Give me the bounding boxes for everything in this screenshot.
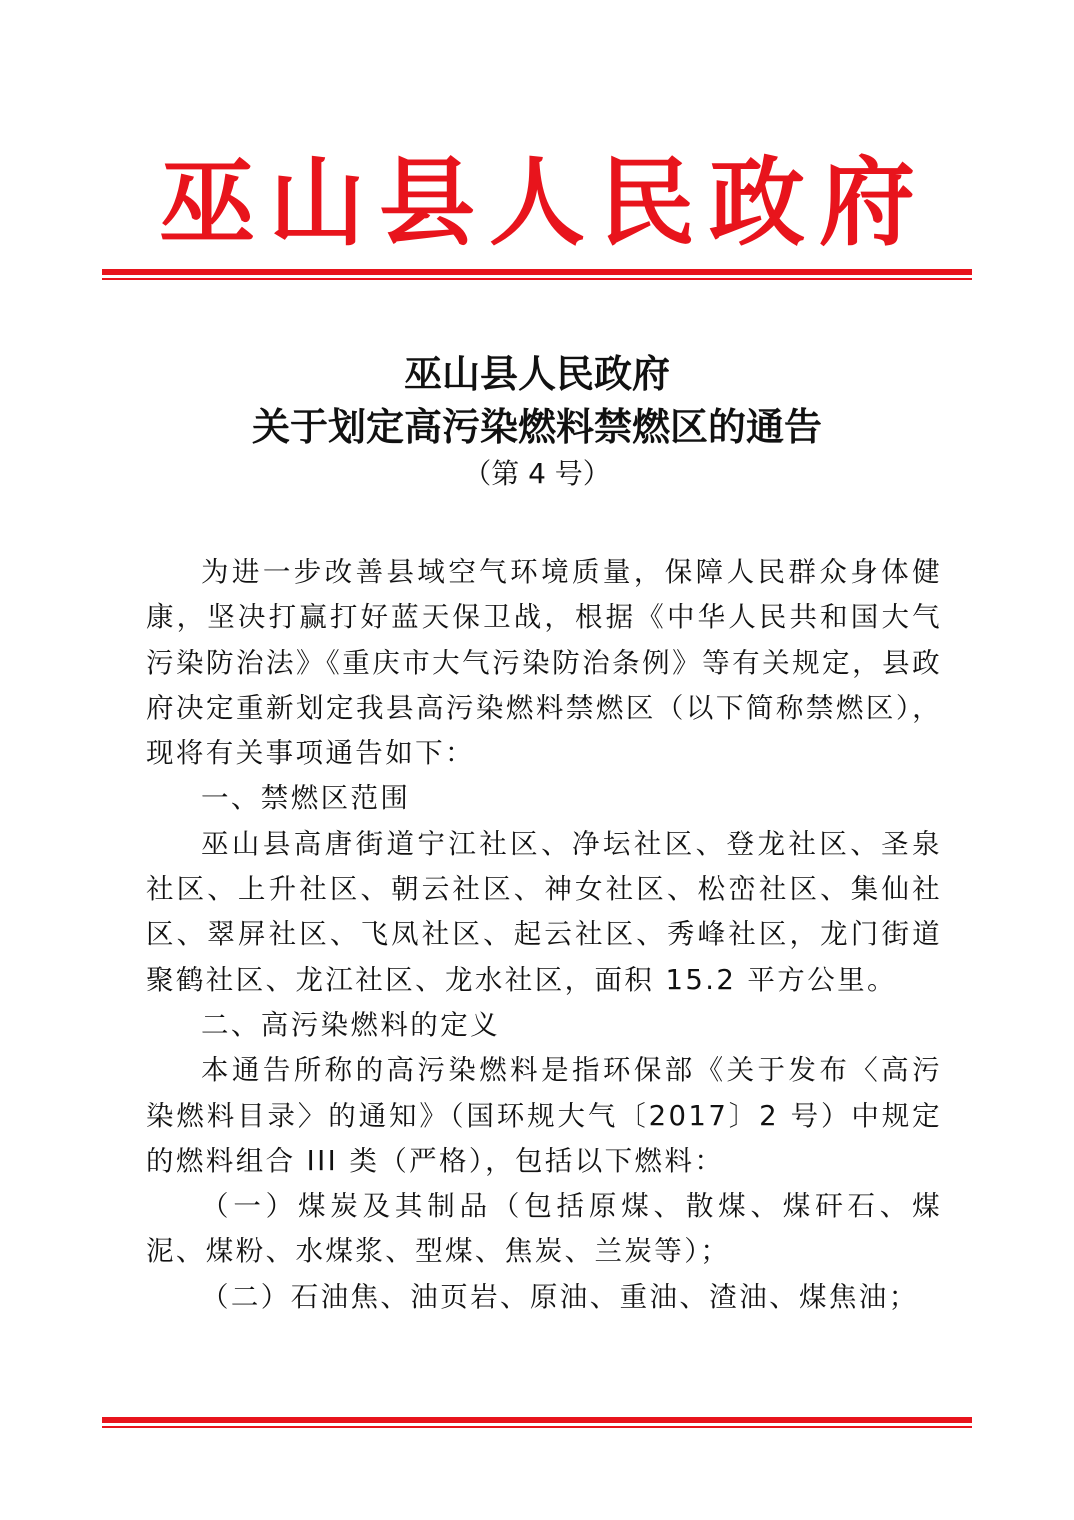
intro-paragraph: 为进一步改善县域空气环境质量，保障人民群众身体健康，坚决打赢打好蓝天保卫战，根据《中华人民共和国大气污染防治法》《重庆市大气污染防治条例》等有关规定，县政府决定重新划定我县高污染燃料禁燃区（以下简称禁燃区），现将有关事项通告如下： [146, 556, 942, 770]
notice-title-line2: 关于划定高污染燃料禁燃区的通告 [251, 404, 822, 449]
footer-red-rule [102, 1417, 972, 1429]
document-number: （第 4 号） [463, 457, 611, 490]
masthead-title: 巫山县人民政府 [159, 146, 929, 259]
notice-body [146, 550, 942, 1320]
header-red-rule [102, 269, 972, 281]
fuel-item-1: （一）煤炭及其制品（包括原煤、散煤、煤矸石、煤泥、煤粉、水煤浆、型煤、焦炭、兰炭等）； [146, 1190, 942, 1268]
rule-thin-line [102, 278, 972, 280]
rule-thick-line [102, 1417, 972, 1423]
fuel-item-2: （二）石油焦、油页岩、原油、重油、渣油、煤焦油； [201, 1280, 919, 1313]
section-heading-scope: 一、禁燃区范围 [201, 782, 411, 815]
rule-thick-line [102, 269, 972, 275]
definition-paragraph: 本通告所称的高污染燃料是指环保部《关于发布〈高污染燃料目录〉的通知》（国环规大气〔2017〕2 号）中规定的燃料组合 III 类（严格），包括以下燃料： [146, 1054, 942, 1177]
rule-thin-line [102, 1426, 972, 1428]
notice-title-line1: 巫山县人民政府 [403, 351, 670, 396]
section-heading-definition: 二、高污染燃料的定义 [201, 1008, 500, 1041]
scope-paragraph: 巫山县高唐街道宁江社区、净坛社区、登龙社区、圣泉社区、上升社区、朝云社区、神女社区、松峦社区、集仙社区、翠屏社区、飞凤社区、起云社区、秀峰社区，龙门街道聚鹤社区、龙江社区、龙水社区，面积 15.2 平方公里。 [146, 827, 942, 996]
